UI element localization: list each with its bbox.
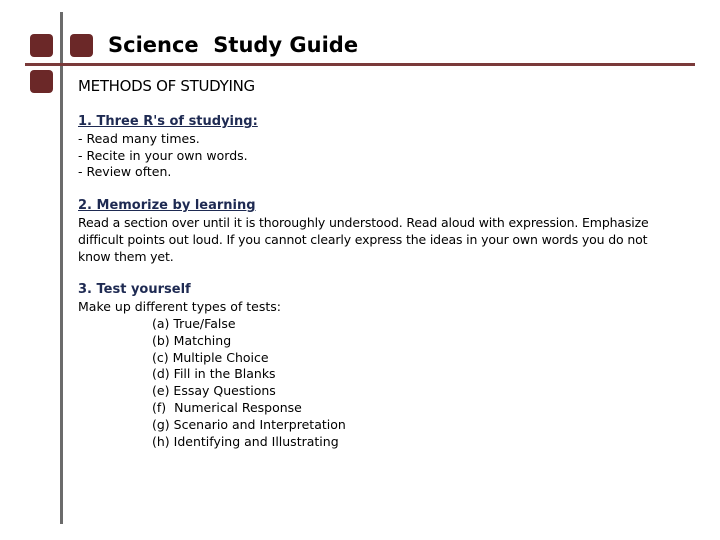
section-intro: Make up different types of tests: [78, 299, 281, 315]
test-type-item: (h) Identifying and Illustrating [152, 433, 339, 449]
horizontal-rule [25, 63, 695, 66]
section-three-rs [78, 114, 678, 181]
test-type-item: (f) Numerical Response [152, 399, 302, 415]
section-heading: 2. Memorize by learning [78, 198, 256, 214]
section-paragraph: Read a section over until it is thoroughly understood. Read aloud with expression. Emphasize difficult points out loud. If you cannot clearly express the ideas in your own words you do not know them yet. [78, 214, 649, 264]
section-memorize [78, 198, 678, 265]
page-title: Science Study Guide [108, 33, 359, 57]
page-subtitle: METHODS OF STUDYING [78, 77, 255, 95]
test-type-item: (c) Multiple Choice [152, 349, 269, 365]
section-heading: 1. Three R's of studying: [78, 114, 258, 129]
decorative-square [30, 34, 53, 57]
test-type-item: (b) Matching [152, 332, 232, 348]
test-type-item: (a) True/False [152, 315, 236, 331]
section-test-yourself [78, 282, 678, 450]
test-type-item: (g) Scenario and Interpretation [152, 416, 346, 432]
vertical-rule [60, 12, 63, 524]
decorative-square [30, 70, 53, 93]
test-type-item: (e) Essay Questions [152, 383, 276, 399]
list-item: - Read many times. [78, 130, 200, 146]
section-heading: 3. Test yourself [78, 282, 191, 298]
list-item: - Recite in your own words. [78, 147, 248, 163]
study-content [78, 114, 678, 467]
list-item: - Review often. [78, 164, 172, 180]
decorative-square [70, 34, 93, 57]
test-type-item: (d) Fill in the Blanks [152, 366, 276, 382]
